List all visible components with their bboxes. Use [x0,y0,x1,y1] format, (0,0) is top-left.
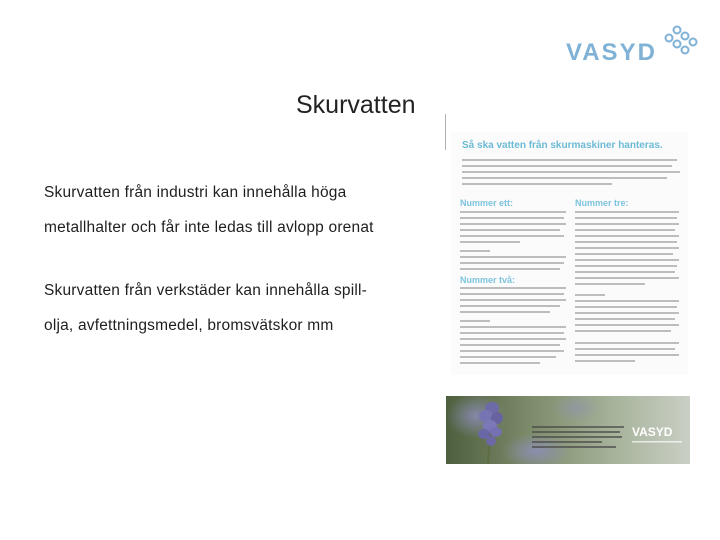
text-line [460,287,566,289]
text-line [575,330,671,332]
text-line [575,265,677,267]
text-line [462,165,672,167]
vasyd-logo-graphic [566,22,698,66]
text-line [462,183,612,185]
text-line [575,348,675,350]
text-line [462,177,667,179]
leaflet-title: Så ska vatten från skurmaskiner hanteras. [462,140,663,151]
paragraph-2-line-2: olja, avfettningsmedel, bromsvätskor mm [44,317,334,334]
text-line [575,211,679,213]
text-line [460,332,564,334]
banner-logo-text: VASYD [632,425,673,439]
text-line [575,247,679,249]
paragraph-2-line-1: Skurvatten från verkstäder kan innehålla spill- [44,282,368,299]
text-line [460,262,564,264]
text-line [575,241,677,243]
text-line [460,268,560,270]
vasyd-logo [566,22,698,66]
text-line [460,229,560,231]
paragraph-1-line-2: metallhalter och får inte ledas till avlopp orenat [44,219,374,236]
text-line [575,229,675,231]
text-line [462,171,680,173]
text-line [575,360,635,362]
text-line [460,350,564,352]
text-line [575,312,679,314]
text-line [575,306,677,308]
slide-body [44,175,424,343]
text-line [460,305,560,307]
text-line [460,311,550,313]
text-line [460,338,566,340]
text-line [460,320,490,322]
text-line [460,241,520,243]
dot-cluster-icon [666,27,697,54]
lavender-photo-banner [446,396,690,464]
text-line [575,342,679,344]
text-line [575,259,679,261]
leaflet-heading-1: Nummer ett: [460,198,514,208]
text-line [575,271,675,273]
text-line [575,235,679,237]
text-line [460,211,566,213]
text-line [460,250,490,252]
text-line [460,217,564,219]
lavender-photo [446,396,690,464]
leaflet-document-image [451,132,688,375]
text-line [575,318,675,320]
text-line [460,235,564,237]
text-line [460,223,566,225]
text-line [575,223,679,225]
vasyd-logo-text: VASYD [566,39,657,66]
text-line [460,344,560,346]
text-line [460,326,566,328]
text-line [460,362,540,364]
text-line [460,299,566,301]
text-line [575,324,679,326]
text-line [460,256,566,258]
text-line [575,277,679,279]
text-line [575,283,645,285]
leaflet-heading-2: Nummer två: [460,275,516,285]
slide-title: Skurvatten [296,91,416,119]
paragraph-1-line-1: Skurvatten från industri kan innehålla höga [44,184,347,201]
text-line [575,300,679,302]
text-line [575,217,677,219]
text-line [460,356,556,358]
vertical-divider [445,114,446,150]
text-line [575,354,679,356]
text-line [575,253,673,255]
text-line [575,294,605,296]
text-line [462,159,677,161]
text-line [460,293,564,295]
leaflet-heading-3: Nummer tre: [575,198,629,208]
